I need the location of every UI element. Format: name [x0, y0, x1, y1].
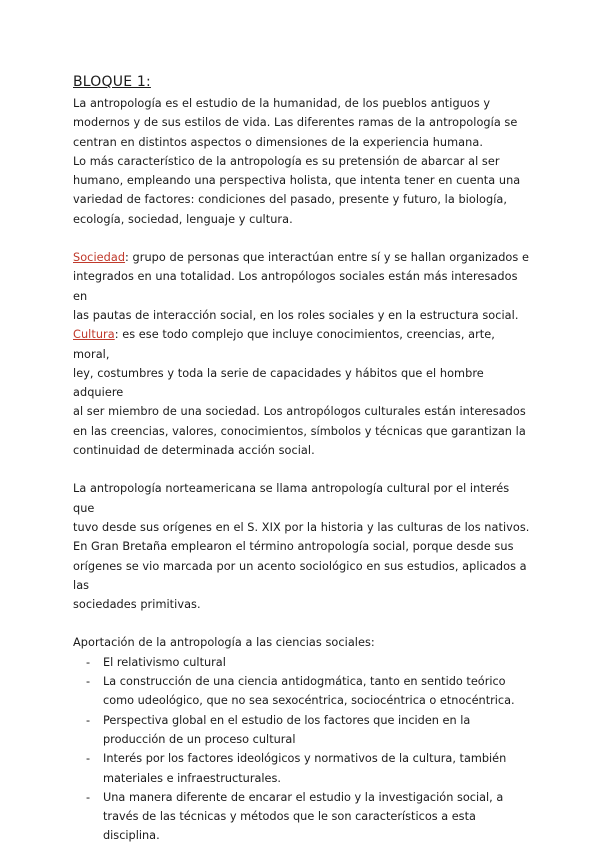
list-item — [73, 749, 533, 788]
definitions-paragraph — [73, 248, 533, 460]
dash-bullet-icon: - — [86, 752, 91, 766]
dash-bullet-icon: - — [86, 655, 91, 669]
cultura-line: en las creencias, valores, conocimientos, símbolos y técnicas que garantizan la — [73, 424, 526, 438]
sociedad-line: integrados en una totalidad. Los antropólogos sociales están más interesados en — [73, 270, 518, 303]
history-line: La antropología norteamericana se llama antropología cultural por el interés que — [73, 482, 510, 515]
contributions-list — [73, 653, 533, 846]
cultura-line: ley, costumbres y toda la serie de capacidades y hábitos que el hombre adquiere — [73, 366, 484, 400]
cultura-term: Cultura — [73, 328, 115, 342]
sociedad-definition-text: : grupo de personas que interactúan entre sí y se hallan organizados e — [125, 251, 529, 265]
list-item — [73, 653, 533, 672]
list-item-line: El relativismo cultural — [103, 655, 226, 669]
history-paragraph — [73, 479, 533, 614]
sociedad-definition-line — [73, 248, 533, 267]
list-item-line: través de las técnicas y métodos que le son característicos a esta — [103, 810, 476, 824]
cultura-line: al ser miembro de una sociedad. Los antropólogos culturales están interesados — [73, 405, 526, 419]
intro-line: La antropología es el estudio de la humanidad, de los pueblos antiguos y — [73, 97, 491, 110]
list-item-line: Perspectiva global en el estudio de los factores que inciden en la — [103, 713, 471, 727]
document-page — [73, 72, 533, 846]
intro-line: Lo más característico de la antropología es su pretensión de abarcar al ser — [73, 154, 500, 168]
list-item-line: Una manera diferente de encarar el estudio y la investigación social, a — [103, 790, 504, 804]
list-item-line: La construcción de una ciencia antidogmática, tanto en sentido teórico — [103, 675, 506, 689]
history-line: tuvo desde sus orígenes en el S. XIX por la historia y las culturas de los nativos. — [73, 520, 530, 534]
intro-line: centran en distintos aspectos o dimensiones de la experiencia humana. — [73, 135, 483, 149]
contributions-section — [73, 633, 533, 845]
intro-paragraph — [73, 94, 533, 229]
list-item-line: Interés por los factores ideológicos y normativos de la cultura, también — [103, 752, 507, 766]
cultura-definition-line — [73, 325, 533, 364]
list-item-line: producción de un proceso cultural — [103, 732, 296, 746]
cultura-line: continuidad de determinada acción social. — [73, 444, 315, 458]
history-line: sociedades primitivas. — [73, 598, 201, 612]
list-item-line: como udeológico, que no sea sexocéntrica, sociocéntrica o etnocéntrica. — [103, 694, 515, 708]
intro-line: modernos y de sus estilos de vida. Las diferentes ramas de la antropología se — [73, 116, 518, 130]
sociedad-term: Sociedad — [73, 251, 126, 265]
page-title: BLOQUE 1: — [73, 74, 151, 90]
paragraph-gap — [73, 229, 533, 248]
list-item — [73, 711, 533, 750]
list-item — [73, 788, 533, 846]
paragraph-gap — [73, 460, 533, 479]
intro-line: humano, empleando una perspectiva holista, que intenta tener en cuenta una — [73, 174, 521, 188]
list-item — [73, 672, 533, 711]
history-line: En Gran Bretaña emplearon el término antropología social, porque desde sus — [73, 540, 514, 554]
sociedad-line: las pautas de interacción social, en los roles sociales y en la estructura social. — [73, 308, 519, 322]
dash-bullet-icon: - — [86, 713, 91, 727]
history-line: orígenes se vio marcada por un acento sociológico en sus estudios, aplicados a las — [73, 559, 527, 592]
intro-line: variedad de factores: condiciones del pasado, presente y futuro, la biología, — [73, 193, 508, 207]
dash-bullet-icon: - — [86, 675, 91, 689]
intro-line: ecología, sociedad, lenguaje y cultura. — [73, 212, 293, 226]
cultura-definition-text: : es ese todo complejo que incluye conocimientos, creencias, arte, moral, — [73, 328, 495, 361]
paragraph-gap — [73, 614, 533, 633]
list-item-line: materiales e infraestructurales. — [103, 771, 281, 785]
dash-bullet-icon: - — [86, 790, 91, 804]
list-item-line: disciplina. — [103, 829, 160, 843]
contributions-title: Aportación de la antropología a las ciencias sociales: — [73, 636, 375, 650]
